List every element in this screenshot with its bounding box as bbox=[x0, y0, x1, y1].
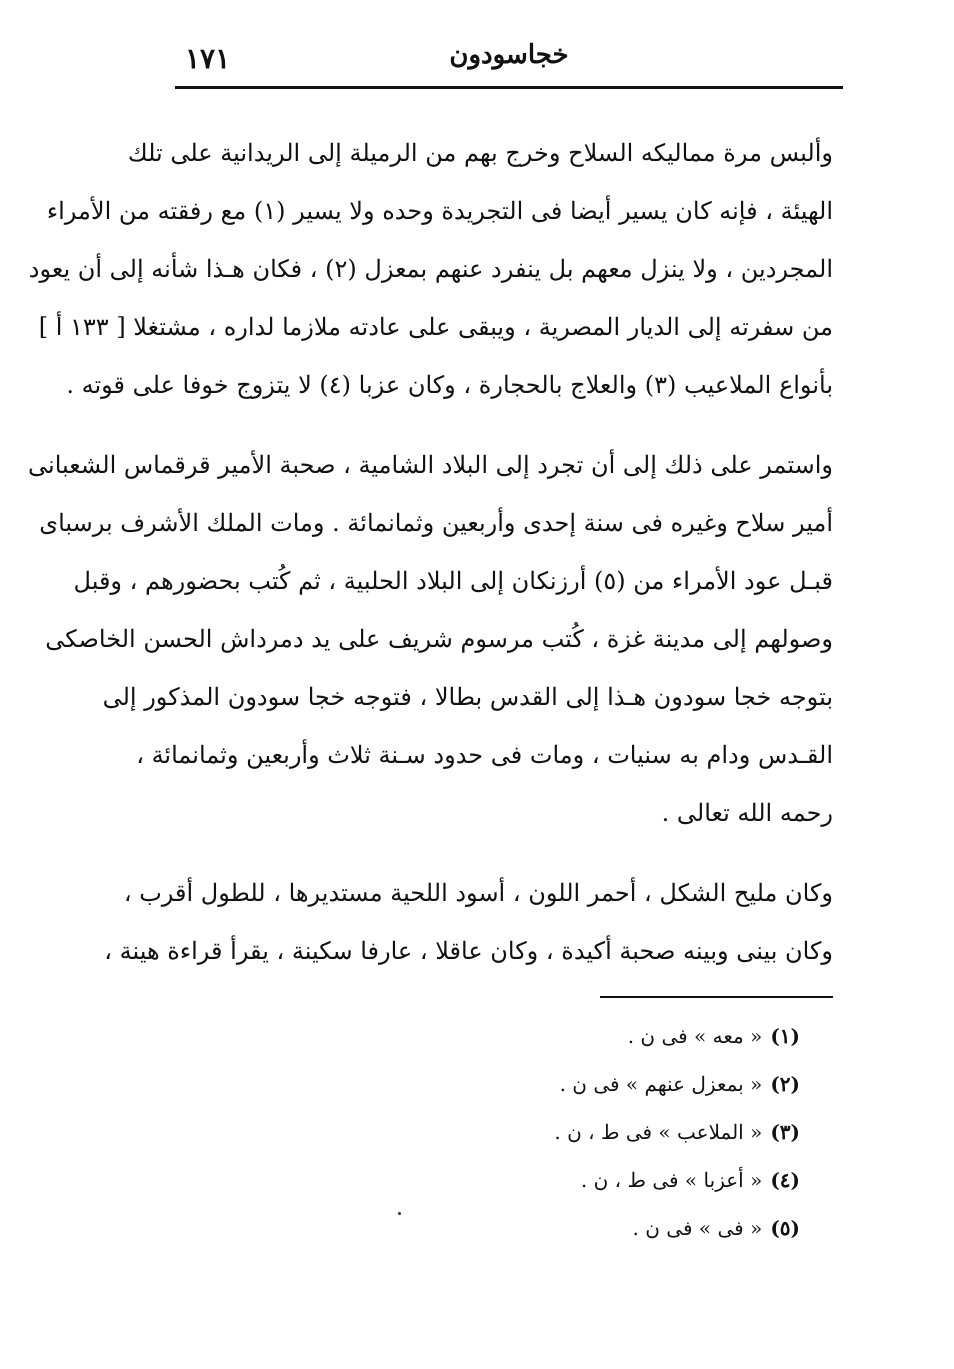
footnote bbox=[540, 1012, 800, 1060]
text-line: القـدس ودام به سنيات ، ومات فى حدود سـنة ثلاث وأربعين وثمانمائة ، bbox=[136, 741, 833, 769]
text-line: قبـل عود الأمراء من (٥) أرزنكان إلى البلاد الحلبية ، ثم كُتب بحضورهم ، وقبل bbox=[73, 567, 833, 595]
footnote-number: (٤) bbox=[770, 1168, 800, 1192]
running-title: خجاسودون bbox=[449, 40, 569, 70]
page-number: ١٧١ bbox=[185, 42, 231, 75]
scan-speck bbox=[398, 1212, 401, 1215]
footnote-number: (٥) bbox=[770, 1216, 800, 1240]
paragraph bbox=[28, 124, 833, 414]
paragraph-gap bbox=[183, 842, 833, 864]
footnote-text: « أعزبا » فى ط ، ن . bbox=[580, 1168, 763, 1192]
footnote bbox=[540, 1060, 800, 1108]
text-line: وألبس مرة مماليكه السلاح وخرج بهم من الرميلة إلى الريدانية على تلك bbox=[127, 139, 833, 167]
footnote-number: (١) bbox=[770, 1024, 800, 1048]
text-line: وكان بينى وبينه صحبة أكيدة ، وكان عاقلا ، عارفا سكينة ، يقرأ قراءة هينة ، bbox=[104, 937, 833, 965]
footnote bbox=[540, 1108, 800, 1156]
footnote-text: « معه » فى ن . bbox=[627, 1024, 763, 1048]
text-line: وصولهم إلى مدينة غزة ، كُتب مرسوم شريف على يد دمرداش الحسن الخاصكى bbox=[45, 625, 833, 653]
footnote-text: « فى » فى ن . bbox=[632, 1216, 763, 1240]
text-line: واستمر على ذلك إلى أن تجرد إلى البلاد الشامية ، صحبة الأمير قرقماس الشعبانى bbox=[28, 451, 833, 479]
text-line: بأنواع الملاعيب (٣) والعلاج بالحجارة ، وكان عزبا (٤) لا يتزوج خوفا على قوته . bbox=[66, 371, 833, 399]
text-line: أمير سلاح وغيره فى سنة إحدى وأربعين وثمانمائة . ومات الملك الأشرف برسباى bbox=[39, 509, 833, 537]
footnote-number: (٣) bbox=[770, 1120, 800, 1144]
text-line: رحمه الله تعالى . bbox=[661, 799, 833, 827]
text-line: الهيئة ، فإنه كان يسير أيضا فى التجريدة وحده ولا يسير (١) مع رفقته من الأمراء bbox=[46, 197, 833, 225]
paragraph-gap bbox=[183, 414, 833, 436]
page-header bbox=[175, 36, 843, 86]
text-line: المجردين ، ولا ينزل معهم بل ينفرد عنهم بمعزل (٢) ، فكان هـذا شأنه إلى أن يعود bbox=[28, 255, 833, 283]
text-line: وكان مليح الشكل ، أحمر اللون ، أسود اللحية مستديرها ، للطول أقرب ، bbox=[123, 879, 833, 907]
header-rule bbox=[175, 86, 843, 89]
footnote-text: « بمعزل عنهم » فى ن . bbox=[559, 1072, 763, 1096]
footnote bbox=[540, 1156, 800, 1204]
paragraph bbox=[28, 436, 833, 842]
paragraph bbox=[104, 864, 833, 980]
footnotes bbox=[540, 1012, 800, 1252]
text-line: من سفرته إلى الديار المصرية ، ويبقى على عادته ملازما لداره ، مشتغلا [ ١٣٣ أ ] bbox=[38, 313, 833, 341]
footnote bbox=[540, 1204, 800, 1252]
body-text bbox=[28, 124, 833, 980]
text-line: بتوجه خجا سودون هـذا إلى القدس بطالا ، فتوجه خجا سودون المذكور إلى bbox=[102, 683, 833, 711]
footnote-number: (٢) bbox=[770, 1072, 800, 1096]
footnote-rule bbox=[600, 996, 833, 998]
footnote-text: « الملاعب » فى ط ، ن . bbox=[554, 1120, 763, 1144]
